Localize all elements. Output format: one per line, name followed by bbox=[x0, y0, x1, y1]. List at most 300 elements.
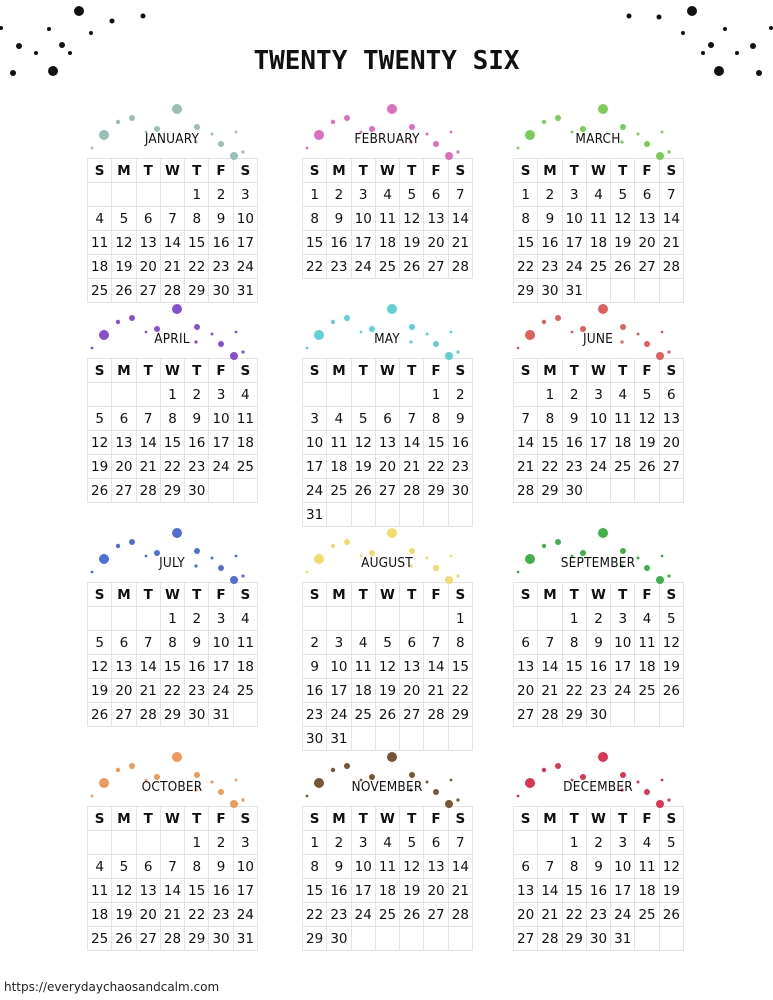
day-cell: 13 bbox=[136, 231, 160, 255]
day-cell: 2 bbox=[586, 607, 610, 631]
empty-day-cell bbox=[586, 479, 610, 503]
day-cell: 18 bbox=[233, 431, 257, 455]
month-august bbox=[301, 528, 473, 751]
week-row bbox=[514, 607, 684, 631]
day-cell: 5 bbox=[635, 383, 659, 407]
empty-day-cell bbox=[635, 479, 659, 503]
weekday-label: S bbox=[88, 159, 112, 183]
day-cell: 12 bbox=[375, 655, 399, 679]
day-cell: 10 bbox=[233, 855, 257, 879]
day-cell: 30 bbox=[209, 279, 233, 303]
day-cell: 22 bbox=[424, 455, 448, 479]
weekday-label: S bbox=[233, 583, 257, 607]
empty-day-cell bbox=[635, 703, 659, 727]
empty-day-cell bbox=[351, 927, 375, 951]
day-cell: 2 bbox=[562, 383, 586, 407]
week-row bbox=[303, 479, 473, 503]
month-january bbox=[86, 104, 258, 303]
day-cell: 7 bbox=[659, 183, 683, 207]
month-header bbox=[512, 104, 684, 158]
day-cell: 27 bbox=[514, 703, 538, 727]
day-cell: 21 bbox=[448, 879, 472, 903]
day-cell: 1 bbox=[514, 183, 538, 207]
day-cell: 10 bbox=[611, 855, 635, 879]
empty-day-cell bbox=[351, 727, 375, 751]
day-cell: 24 bbox=[209, 455, 233, 479]
day-cell: 10 bbox=[611, 631, 635, 655]
day-cell: 12 bbox=[400, 207, 424, 231]
day-cell: 8 bbox=[303, 855, 327, 879]
weekday-label: W bbox=[375, 807, 399, 831]
weekday-label: T bbox=[562, 807, 586, 831]
day-cell: 15 bbox=[448, 655, 472, 679]
month-grid bbox=[302, 158, 473, 279]
day-cell: 21 bbox=[424, 679, 448, 703]
weekday-label: W bbox=[586, 583, 610, 607]
day-cell: 14 bbox=[160, 879, 184, 903]
weekday-label: T bbox=[136, 807, 160, 831]
week-row bbox=[303, 655, 473, 679]
weekday-label: M bbox=[327, 807, 351, 831]
day-cell: 28 bbox=[160, 279, 184, 303]
day-cell: 12 bbox=[112, 231, 136, 255]
weekday-label: T bbox=[611, 583, 635, 607]
weekday-label: T bbox=[562, 159, 586, 183]
day-cell: 16 bbox=[586, 879, 610, 903]
day-cell: 31 bbox=[303, 503, 327, 527]
day-cell: 23 bbox=[303, 703, 327, 727]
day-cell: 20 bbox=[136, 255, 160, 279]
footer-url: https://everydaychaosandcalm.com bbox=[4, 980, 220, 994]
day-cell: 20 bbox=[424, 879, 448, 903]
day-cell: 11 bbox=[375, 207, 399, 231]
day-cell: 21 bbox=[136, 455, 160, 479]
day-cell: 27 bbox=[136, 927, 160, 951]
weekday-label: M bbox=[112, 807, 136, 831]
month-grid bbox=[513, 806, 684, 951]
day-cell: 13 bbox=[112, 431, 136, 455]
weekday-label: W bbox=[586, 807, 610, 831]
empty-day-cell bbox=[233, 703, 257, 727]
day-cell: 29 bbox=[185, 927, 209, 951]
day-cell: 23 bbox=[209, 903, 233, 927]
day-cell: 12 bbox=[611, 207, 635, 231]
day-cell: 10 bbox=[562, 207, 586, 231]
day-cell: 1 bbox=[562, 831, 586, 855]
week-row bbox=[514, 879, 684, 903]
day-cell: 3 bbox=[327, 631, 351, 655]
empty-day-cell bbox=[448, 727, 472, 751]
day-cell: 9 bbox=[327, 855, 351, 879]
day-cell: 19 bbox=[375, 679, 399, 703]
day-cell: 23 bbox=[185, 455, 209, 479]
day-cell: 2 bbox=[327, 183, 351, 207]
day-cell: 8 bbox=[303, 207, 327, 231]
day-cell: 16 bbox=[448, 431, 472, 455]
day-cell: 17 bbox=[611, 655, 635, 679]
day-cell: 14 bbox=[136, 655, 160, 679]
day-cell: 26 bbox=[611, 255, 635, 279]
day-cell: 4 bbox=[88, 207, 112, 231]
day-cell: 12 bbox=[659, 631, 683, 655]
weekday-label: S bbox=[448, 159, 472, 183]
weekday-label: S bbox=[514, 583, 538, 607]
day-cell: 15 bbox=[562, 655, 586, 679]
week-row bbox=[88, 703, 258, 727]
month-name: SEPTEMBER bbox=[560, 555, 636, 571]
day-cell: 26 bbox=[400, 255, 424, 279]
day-cell: 31 bbox=[233, 279, 257, 303]
weekday-label: W bbox=[160, 159, 184, 183]
week-row bbox=[514, 383, 684, 407]
day-cell: 11 bbox=[635, 855, 659, 879]
weekday-label: M bbox=[538, 807, 562, 831]
day-cell: 28 bbox=[136, 703, 160, 727]
day-cell: 20 bbox=[424, 231, 448, 255]
month-header bbox=[512, 304, 684, 358]
day-cell: 9 bbox=[448, 407, 472, 431]
weekday-label: S bbox=[233, 807, 257, 831]
day-cell: 30 bbox=[448, 479, 472, 503]
day-cell: 10 bbox=[351, 207, 375, 231]
month-grid bbox=[302, 358, 473, 527]
weekday-label: M bbox=[327, 159, 351, 183]
empty-day-cell bbox=[375, 727, 399, 751]
month-name: NOVEMBER bbox=[351, 779, 423, 795]
month-name: AUGUST bbox=[361, 555, 413, 571]
day-cell: 12 bbox=[88, 431, 112, 455]
weekday-label: S bbox=[303, 807, 327, 831]
empty-day-cell bbox=[538, 607, 562, 631]
week-row bbox=[303, 631, 473, 655]
day-cell: 7 bbox=[160, 855, 184, 879]
day-cell: 11 bbox=[327, 431, 351, 455]
day-cell: 28 bbox=[538, 703, 562, 727]
day-cell: 3 bbox=[611, 831, 635, 855]
weekday-label: T bbox=[185, 807, 209, 831]
weekday-label: S bbox=[514, 359, 538, 383]
day-cell: 3 bbox=[209, 607, 233, 631]
week-row bbox=[514, 231, 684, 255]
day-cell: 23 bbox=[185, 679, 209, 703]
day-cell: 25 bbox=[375, 903, 399, 927]
day-cell: 3 bbox=[233, 183, 257, 207]
day-cell: 21 bbox=[160, 255, 184, 279]
day-cell: 5 bbox=[611, 183, 635, 207]
month-name: JULY bbox=[159, 555, 185, 571]
day-cell: 6 bbox=[514, 855, 538, 879]
day-cell: 7 bbox=[400, 407, 424, 431]
week-row bbox=[303, 207, 473, 231]
day-cell: 8 bbox=[562, 855, 586, 879]
month-september bbox=[512, 528, 684, 727]
day-cell: 3 bbox=[303, 407, 327, 431]
weekday-label: M bbox=[112, 583, 136, 607]
week-row bbox=[303, 727, 473, 751]
day-cell: 27 bbox=[424, 255, 448, 279]
day-cell: 27 bbox=[659, 455, 683, 479]
week-row bbox=[514, 279, 684, 303]
day-cell: 18 bbox=[375, 879, 399, 903]
day-cell: 3 bbox=[611, 607, 635, 631]
month-july bbox=[86, 528, 258, 727]
day-cell: 8 bbox=[448, 631, 472, 655]
day-cell: 24 bbox=[327, 703, 351, 727]
day-cell: 10 bbox=[586, 407, 610, 431]
empty-day-cell bbox=[112, 607, 136, 631]
day-cell: 30 bbox=[209, 927, 233, 951]
day-cell: 6 bbox=[375, 407, 399, 431]
empty-day-cell bbox=[400, 727, 424, 751]
week-row bbox=[514, 655, 684, 679]
empty-day-cell bbox=[88, 183, 112, 207]
day-cell: 13 bbox=[400, 655, 424, 679]
day-cell: 14 bbox=[424, 655, 448, 679]
day-cell: 27 bbox=[112, 479, 136, 503]
week-row bbox=[88, 903, 258, 927]
day-cell: 24 bbox=[562, 255, 586, 279]
day-cell: 26 bbox=[88, 479, 112, 503]
day-cell: 2 bbox=[303, 631, 327, 655]
day-cell: 17 bbox=[586, 431, 610, 455]
weekday-label: F bbox=[424, 359, 448, 383]
day-cell: 9 bbox=[209, 855, 233, 879]
day-cell: 18 bbox=[88, 903, 112, 927]
weekday-label: S bbox=[514, 807, 538, 831]
day-cell: 4 bbox=[375, 183, 399, 207]
day-cell: 19 bbox=[611, 231, 635, 255]
day-cell: 17 bbox=[233, 231, 257, 255]
day-cell: 25 bbox=[88, 279, 112, 303]
day-cell: 14 bbox=[538, 655, 562, 679]
weekday-label: W bbox=[375, 583, 399, 607]
empty-day-cell bbox=[400, 503, 424, 527]
day-cell: 11 bbox=[233, 407, 257, 431]
day-cell: 23 bbox=[327, 255, 351, 279]
week-row bbox=[303, 431, 473, 455]
day-cell: 22 bbox=[562, 679, 586, 703]
day-cell: 15 bbox=[562, 879, 586, 903]
day-cell: 1 bbox=[424, 383, 448, 407]
day-cell: 18 bbox=[375, 231, 399, 255]
day-cell: 22 bbox=[185, 903, 209, 927]
empty-day-cell bbox=[375, 607, 399, 631]
week-row bbox=[88, 183, 258, 207]
week-row bbox=[88, 855, 258, 879]
week-row bbox=[303, 455, 473, 479]
day-cell: 26 bbox=[400, 903, 424, 927]
month-february bbox=[301, 104, 473, 279]
day-cell: 4 bbox=[375, 831, 399, 855]
month-grid bbox=[87, 358, 258, 503]
day-cell: 5 bbox=[400, 183, 424, 207]
day-cell: 15 bbox=[185, 879, 209, 903]
day-cell: 14 bbox=[160, 231, 184, 255]
day-cell: 26 bbox=[659, 903, 683, 927]
day-cell: 20 bbox=[514, 903, 538, 927]
weekday-label: S bbox=[514, 159, 538, 183]
day-cell: 7 bbox=[136, 631, 160, 655]
day-cell: 27 bbox=[635, 255, 659, 279]
day-cell: 19 bbox=[88, 679, 112, 703]
empty-day-cell bbox=[424, 503, 448, 527]
month-may bbox=[301, 304, 473, 527]
day-cell: 18 bbox=[88, 255, 112, 279]
day-cell: 5 bbox=[88, 631, 112, 655]
day-cell: 12 bbox=[88, 655, 112, 679]
day-cell: 3 bbox=[586, 383, 610, 407]
day-cell: 3 bbox=[351, 183, 375, 207]
weekday-label: M bbox=[538, 359, 562, 383]
day-cell: 17 bbox=[209, 655, 233, 679]
day-cell: 3 bbox=[351, 831, 375, 855]
week-row bbox=[303, 879, 473, 903]
day-cell: 16 bbox=[538, 231, 562, 255]
day-cell: 17 bbox=[351, 879, 375, 903]
month-header bbox=[301, 752, 473, 806]
week-row bbox=[514, 207, 684, 231]
day-cell: 25 bbox=[233, 455, 257, 479]
day-cell: 16 bbox=[209, 231, 233, 255]
day-cell: 13 bbox=[424, 855, 448, 879]
day-cell: 10 bbox=[327, 655, 351, 679]
weekday-label: S bbox=[659, 807, 683, 831]
day-cell: 11 bbox=[233, 631, 257, 655]
week-row bbox=[88, 455, 258, 479]
weekday-label: T bbox=[136, 159, 160, 183]
day-cell: 5 bbox=[112, 207, 136, 231]
day-cell: 10 bbox=[233, 207, 257, 231]
day-cell: 18 bbox=[351, 679, 375, 703]
day-cell: 15 bbox=[160, 655, 184, 679]
month-march bbox=[512, 104, 684, 303]
day-cell: 20 bbox=[659, 431, 683, 455]
day-cell: 16 bbox=[327, 231, 351, 255]
weekday-label: W bbox=[375, 359, 399, 383]
month-header bbox=[86, 752, 258, 806]
weekday-label: S bbox=[88, 807, 112, 831]
month-name: JUNE bbox=[582, 331, 614, 347]
corner-dots-left bbox=[0, 0, 160, 90]
empty-day-cell bbox=[659, 479, 683, 503]
day-cell: 16 bbox=[562, 431, 586, 455]
day-cell: 18 bbox=[233, 655, 257, 679]
day-cell: 2 bbox=[538, 183, 562, 207]
empty-day-cell bbox=[448, 927, 472, 951]
day-cell: 14 bbox=[136, 431, 160, 455]
day-cell: 24 bbox=[351, 255, 375, 279]
empty-day-cell bbox=[424, 727, 448, 751]
day-cell: 14 bbox=[400, 431, 424, 455]
day-cell: 19 bbox=[112, 255, 136, 279]
week-row bbox=[88, 679, 258, 703]
day-cell: 6 bbox=[659, 383, 683, 407]
day-cell: 11 bbox=[375, 855, 399, 879]
empty-day-cell bbox=[136, 607, 160, 631]
day-cell: 6 bbox=[136, 855, 160, 879]
month-name: FEBRUARY bbox=[354, 131, 420, 147]
week-row bbox=[88, 927, 258, 951]
day-cell: 27 bbox=[136, 279, 160, 303]
day-cell: 19 bbox=[112, 903, 136, 927]
day-cell: 15 bbox=[303, 231, 327, 255]
month-header bbox=[512, 528, 684, 582]
week-row bbox=[303, 231, 473, 255]
week-row bbox=[514, 831, 684, 855]
day-cell: 29 bbox=[538, 479, 562, 503]
day-cell: 12 bbox=[659, 855, 683, 879]
day-cell: 22 bbox=[185, 255, 209, 279]
day-cell: 21 bbox=[448, 231, 472, 255]
day-cell: 21 bbox=[136, 679, 160, 703]
empty-day-cell bbox=[303, 607, 327, 631]
day-cell: 7 bbox=[160, 207, 184, 231]
week-row bbox=[514, 183, 684, 207]
day-cell: 5 bbox=[375, 631, 399, 655]
day-cell: 9 bbox=[586, 631, 610, 655]
empty-day-cell bbox=[327, 503, 351, 527]
week-row bbox=[303, 703, 473, 727]
day-cell: 23 bbox=[327, 903, 351, 927]
empty-day-cell bbox=[538, 831, 562, 855]
day-cell: 24 bbox=[586, 455, 610, 479]
day-cell: 30 bbox=[538, 279, 562, 303]
day-cell: 28 bbox=[424, 703, 448, 727]
week-row bbox=[88, 479, 258, 503]
weekday-label: F bbox=[635, 807, 659, 831]
week-row bbox=[303, 903, 473, 927]
day-cell: 28 bbox=[448, 903, 472, 927]
day-cell: 4 bbox=[586, 183, 610, 207]
day-cell: 14 bbox=[514, 431, 538, 455]
month-header bbox=[301, 104, 473, 158]
week-row bbox=[303, 383, 473, 407]
day-cell: 25 bbox=[88, 927, 112, 951]
day-cell: 27 bbox=[375, 479, 399, 503]
week-row bbox=[514, 903, 684, 927]
day-cell: 20 bbox=[635, 231, 659, 255]
day-cell: 12 bbox=[635, 407, 659, 431]
day-cell: 7 bbox=[448, 183, 472, 207]
day-cell: 26 bbox=[88, 703, 112, 727]
weekday-label: S bbox=[303, 583, 327, 607]
day-cell: 17 bbox=[611, 879, 635, 903]
weekday-label: T bbox=[136, 583, 160, 607]
empty-day-cell bbox=[635, 279, 659, 303]
day-cell: 6 bbox=[514, 631, 538, 655]
day-cell: 28 bbox=[400, 479, 424, 503]
day-cell: 20 bbox=[136, 903, 160, 927]
empty-day-cell bbox=[233, 479, 257, 503]
day-cell: 31 bbox=[327, 727, 351, 751]
day-cell: 21 bbox=[160, 903, 184, 927]
day-cell: 2 bbox=[209, 183, 233, 207]
empty-day-cell bbox=[586, 279, 610, 303]
empty-day-cell bbox=[112, 183, 136, 207]
weekday-label: M bbox=[112, 359, 136, 383]
week-row bbox=[514, 855, 684, 879]
day-cell: 12 bbox=[112, 879, 136, 903]
day-cell: 25 bbox=[586, 255, 610, 279]
day-cell: 3 bbox=[562, 183, 586, 207]
day-cell: 31 bbox=[233, 927, 257, 951]
weekday-label: T bbox=[611, 159, 635, 183]
weekday-label: T bbox=[562, 359, 586, 383]
day-cell: 16 bbox=[185, 431, 209, 455]
day-cell: 28 bbox=[659, 255, 683, 279]
day-cell: 11 bbox=[351, 655, 375, 679]
day-cell: 14 bbox=[659, 207, 683, 231]
